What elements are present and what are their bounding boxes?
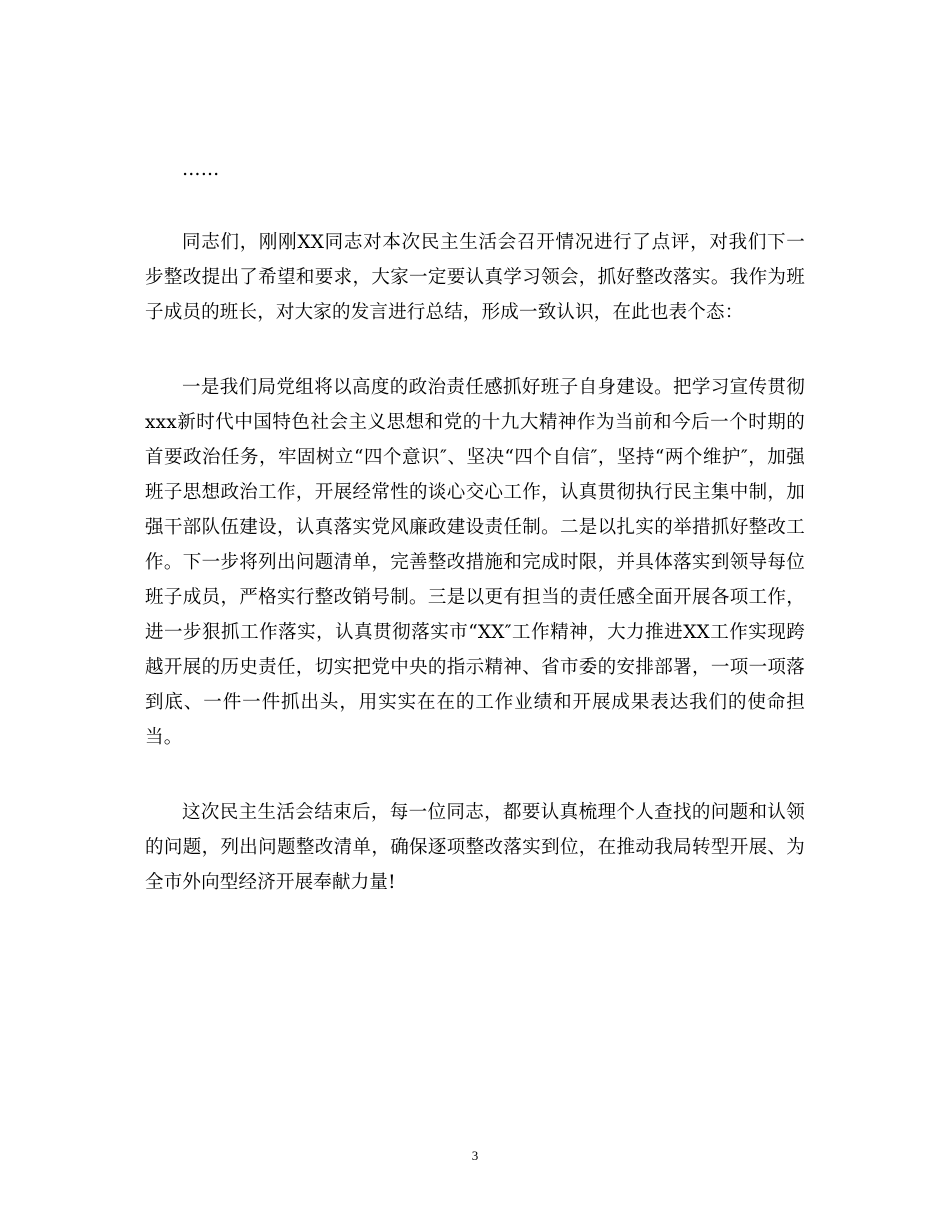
page-number: 3: [471, 1148, 479, 1163]
paragraph-commitments: 一是我们局党组将以高度的政治责任感抓好班子自身建设。把学习宣传贯彻xxx新时代中国特色社会主义思想和党的十九大精神作为当前和今后一个时期的首要政治任务，牢固树立“四个意识″、坚决“四个自信″，坚持“两个维护″，加强班子思想政治工作，开展经常性的谈心交心工作，认真贯彻执行民主集中制，加强干部队伍建设，认真落实党风廉政建设责任制。二是以扎实的举措抓好整改工作。下一步将列出问题清单，完善整改措施和完成时限，并具体落实到领导每位班子成员，严格实行整改销号制。三是以更有担当的责任感全面开展各项工作，进一步狠抓工作落实，认真贯彻落实市“XX″工作精神，大力推进XX工作实现跨越开展的历史责任，切实把党中央的指示精神、省市委的安排部署，一项一项落到底、一件一件抓出头，用实实在在的工作业绩和开展成果表达我们的使命担当。: [145, 377, 805, 748]
ellipsis-paragraph: ……: [182, 159, 220, 180]
document-body: [145, 152, 805, 940]
paragraph-conclusion: 这次民主生活会结束后，每一位同志，都要认真梳理个人查找的问题和认领的问题，列出问题整改清单，确保逐项整改落实到位，在推动我局转型开展、为全市外向型经济开展奉献力量!: [145, 802, 805, 893]
paragraph-intro: 同志们，刚刚XX同志对本次民主生活会召开情况进行了点评，对我们下一步整改提出了希望和要求，大家一定要认真学习领会，抓好整改落实。我作为班子成员的班长，对大家的发言进行总结，形成一致认识，在此也表个态：: [145, 232, 805, 323]
